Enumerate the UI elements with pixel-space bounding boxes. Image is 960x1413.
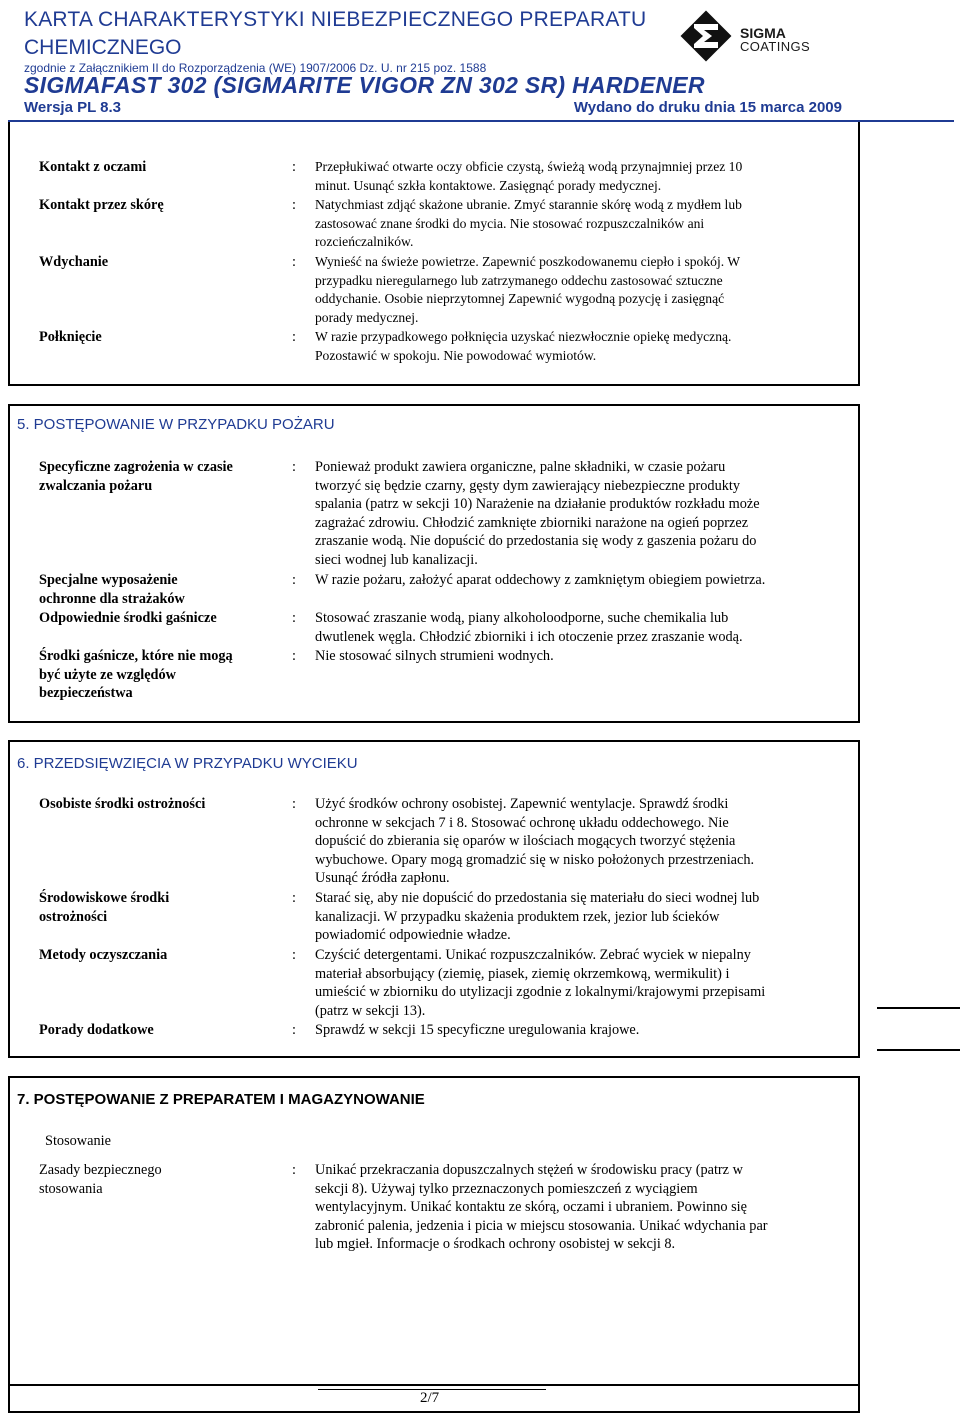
field-label xyxy=(39,571,279,608)
field-value-line: W razie pożaru, założyć aparat oddechowy z zamkniętym obiegiem powietrza. xyxy=(315,572,766,588)
field-label-line: Specyficzne zagrożenia w czasie xyxy=(39,459,233,475)
field-value-line: zabronić palenia, jedzenia i picia w miejscu stosowania. Unikać wdychania par xyxy=(315,1217,768,1234)
field-label xyxy=(39,1161,279,1198)
field-separator: : xyxy=(292,329,296,345)
field-separator: : xyxy=(292,610,296,626)
field-value xyxy=(315,253,835,327)
field-value xyxy=(315,1161,835,1254)
section5-title: 5. POSTĘPOWANIE W PRZYPADKU POŻARU xyxy=(17,416,335,433)
field-value-line: Usunąć źródła zapłonu. xyxy=(315,870,450,887)
field-value-line: powiadomić odpowiednie władze. xyxy=(315,927,511,944)
field-value-line: materiał absorbujący (ziemię, piasek, ziemię okrzemkową, wermikulit) i xyxy=(315,965,730,982)
field-value-line: kanalizacji. W przypadku skażenia produktem rzek, jezior lub ścieków xyxy=(315,908,720,925)
field-value-line: Ponieważ produkt zawiera organiczne, palne składniki, w czasie pożaru xyxy=(315,459,726,475)
field-label xyxy=(39,795,279,814)
field-label-line: Środowiskowe środki xyxy=(39,890,170,906)
margin-line xyxy=(877,1007,960,1009)
margin-line xyxy=(877,1049,960,1051)
document-header xyxy=(0,0,960,124)
field-separator: : xyxy=(292,890,296,906)
field-separator: : xyxy=(292,1162,296,1178)
field-label-line: Wdychanie xyxy=(39,254,109,270)
print-date: Wydano do druku dnia 15 marca 2009 xyxy=(573,99,842,116)
field-value-line: sieci wodnej lub kanalizacji. xyxy=(315,551,478,568)
field-value-line: zastosować znane środki do mycia. Nie stosować rozpuszczalników ani xyxy=(315,215,705,231)
field-label xyxy=(39,328,279,347)
header-regulation: zgodnie z Załącznikiem II do Rozporządzenia (WE) 1907/2006 Dz. U. nr 215 poz. 1588 xyxy=(24,61,487,75)
section6-title: 6. PRZEDSIĘWZIĘCIA W PRZYPADKU WYCIEKU xyxy=(17,755,358,772)
section7-title: 7. POSTĘPOWANIE Z PREPARATEM I MAGAZYNOWANIE xyxy=(17,1091,425,1108)
field-value xyxy=(315,196,835,252)
field-separator: : xyxy=(292,254,296,270)
field-value-line: (patrz w sekcji 13). xyxy=(315,1002,426,1019)
field-label-line: Specjalne wyposażenie xyxy=(39,572,178,588)
field-value-line: Nie stosować silnych strumieni wodnych. xyxy=(315,648,554,664)
field-value-line: lub mgieł. Informacje o środkach ochrony osobistej w sekcji 8. xyxy=(315,1236,676,1253)
field-label xyxy=(39,253,279,272)
field-value-line: wybuchowe. Opary mogą gromadzić się w nisko położonych przestrzeniach. xyxy=(315,851,755,868)
field-label xyxy=(39,458,279,495)
field-separator: : xyxy=(292,459,296,475)
field-value-line: dwutlenek węgla. Chłodzić zbiorniki i ich otoczenie przez zraszanie wodą. xyxy=(315,628,743,645)
field-value xyxy=(315,795,835,888)
field-value xyxy=(315,458,835,570)
product-name: SIGMAFAST 302 (SIGMARITE VIGOR ZN 302 SR) HARDENER xyxy=(24,72,705,98)
field-value-line: Unikać przekraczania dopuszczalnych stężeń w środowisku pracy (patrz w xyxy=(315,1162,743,1178)
field-label-line: Zasady bezpiecznego xyxy=(39,1162,162,1178)
field-value-line: wentylacyjnym. Unikać kontaktu ze skórą, oczami i ubraniem. Powinno się xyxy=(315,1199,747,1216)
field-label-line: Metody oczyszczania xyxy=(39,947,168,963)
field-value xyxy=(315,1021,835,1040)
field-label-line: być użyte ze względów xyxy=(39,666,176,683)
field-value-line: Starać się, aby nie dopuścić do przedostania się materiału do sieci wodnej lub xyxy=(315,890,760,906)
field-separator: : xyxy=(292,947,296,963)
field-value-line: przypadku nieregularnego lub zatrzymanego oddechu zastosować sztuczne xyxy=(315,272,723,288)
field-value-line: umieścić w zbiorniku do utylizacji zgodnie z lokalnymi/krajowymi przepisami xyxy=(315,984,766,1001)
header-title-line1: KARTA CHARAKTERYSTYKI NIEBEZPIECZNEGO PREPARATU xyxy=(24,8,647,31)
field-value-line: Użyć środków ochrony osobistej. Zapewnić wentylacje. Sprawdź środki xyxy=(315,796,729,812)
field-label xyxy=(39,889,279,926)
field-value xyxy=(315,946,835,1020)
field-label xyxy=(39,609,279,628)
field-value-line: W razie przypadkowego połknięcia uzyskać niezwłocznie opiekę medyczną. xyxy=(315,329,732,344)
field-value xyxy=(315,328,835,365)
field-label xyxy=(39,647,279,703)
field-value-line: oddychanie. Osobie nieprzytomnej Zapewnić wygodną pozycję i zasięgnąć xyxy=(315,291,725,307)
section7-subheading: Stosowanie xyxy=(45,1133,111,1149)
field-separator: : xyxy=(292,197,296,213)
field-label xyxy=(39,196,279,215)
field-value-line: dopuścić do zbierania się oparów w ilościach mogących tworzyć stężenia xyxy=(315,833,736,850)
logo-line2: COATINGS xyxy=(740,39,811,54)
field-label-line: bezpieczeństwa xyxy=(39,685,133,702)
field-value-line: ochronne w sekcjach 7 i 8. Stosować ochronę układu oddechowego. Nie xyxy=(315,814,729,831)
field-label-line: zwalczania pożaru xyxy=(39,477,153,494)
field-value xyxy=(315,647,835,666)
page-number: 2/7 xyxy=(420,1390,440,1406)
field-value-line: tworzyć się będzie czarny, gęsty dym zawierający niebezpieczne produkty xyxy=(315,477,740,494)
field-value xyxy=(315,158,835,195)
field-value-line: rozcieńczalników. xyxy=(315,234,414,250)
field-value-line: Pozostawić w spokoju. Nie powodować wymiotów. xyxy=(315,347,597,363)
field-value-line: porady medycznej. xyxy=(315,309,419,325)
field-separator: : xyxy=(292,159,296,175)
field-value xyxy=(315,609,835,646)
field-label-line: Środki gaśnicze, które nie mogą xyxy=(39,648,233,664)
field-label-line: ochronne dla strażaków xyxy=(39,590,185,607)
field-value-line: zagrażać zdrowiu. Chłodzić zamknięte zbiorniki narażone na ogień poprzez xyxy=(315,514,749,531)
field-value-line: Wynieść na świeże powietrze. Zapewnić poszkodowanemu ciepło i spokój. W xyxy=(315,254,741,269)
field-label xyxy=(39,946,279,965)
field-label-line: Porady dodatkowe xyxy=(39,1022,154,1038)
field-label xyxy=(39,158,279,177)
field-value-line: Sprawdź w sekcji 15 specyficzne uregulowania krajowe. xyxy=(315,1022,640,1038)
field-value-line: minut. Usunąć szkła kontaktowe. Zasięgnąć porady medycznej. xyxy=(315,177,662,193)
field-separator: : xyxy=(292,1022,296,1038)
field-value-line: zraszanie wodą. Nie dopuścić do przedostania się wody z gaszenia pożaru do xyxy=(315,533,757,550)
field-value-line: Natychmiast zdjąć skażone ubranie. Zmyć starannie skórę wodą z mydłem lub xyxy=(315,197,742,212)
field-label xyxy=(39,1021,279,1040)
field-label-line: Połknięcie xyxy=(39,329,102,345)
logo-line1: SIGMA xyxy=(740,25,786,41)
field-label-line: ostrożności xyxy=(39,908,108,925)
field-value xyxy=(315,889,835,945)
field-separator: : xyxy=(292,572,296,588)
field-label-line: Osobiste środki ostrożności xyxy=(39,796,206,812)
field-label-line: Kontakt przez skórę xyxy=(39,197,164,213)
field-label-line: Kontakt z oczami xyxy=(39,159,147,175)
logo-wordmark xyxy=(740,26,810,54)
field-label-line: Odpowiednie środki gaśnicze xyxy=(39,610,217,626)
version-label: Wersja PL 8.3 xyxy=(24,99,122,116)
field-value-line: sekcji 8). Używaj tylko przeznaczonych pomieszczeń z wyciągiem xyxy=(315,1180,698,1197)
field-value-line: Przepłukiwać otwarte oczy obficie czystą, świeżą wodą przynajmniej przez 10 xyxy=(315,159,743,174)
field-separator: : xyxy=(292,796,296,812)
field-separator: : xyxy=(292,648,296,664)
field-value-line: Stosować zraszanie wodą, piany alkoholoodporne, suche chemikalia lub xyxy=(315,610,729,626)
field-label-line: stosowania xyxy=(39,1180,103,1197)
header-title-line2: CHEMICZNEGO xyxy=(24,36,182,59)
field-value xyxy=(315,571,835,590)
field-value-line: spalania (patrz w sekcji 10) Narażenie na działanie produktów rozkładu może xyxy=(315,496,760,513)
field-value-line: Czyścić detergentami. Unikać rozpuszczalników. Zebrać wyciek w niepalny xyxy=(315,947,751,963)
